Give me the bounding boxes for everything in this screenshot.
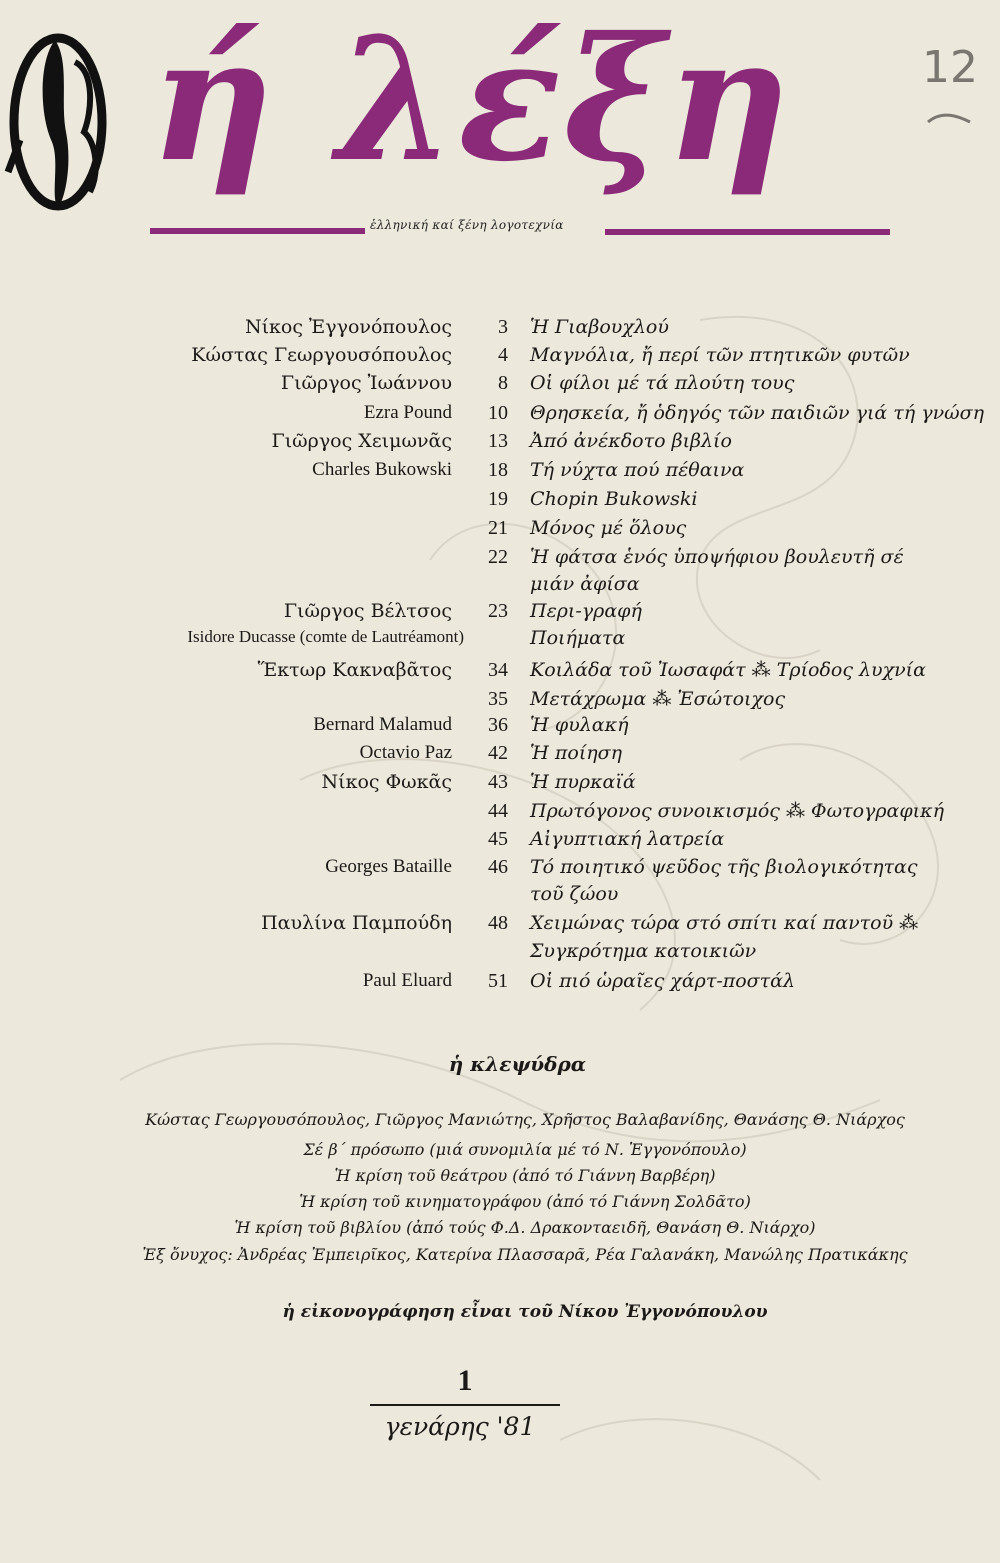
toc-work-title: Ἡ φάτσα ἑνός ὑποψήφιου βουλευτῆ σέ: [530, 546, 904, 568]
toc-page-number: 10: [488, 402, 508, 424]
toc-page-number: 13: [488, 430, 508, 452]
toc-work-title: Ἡ ποίηση: [530, 742, 623, 764]
toc-author: Isidore Ducasse (comte de Lautréamont): [187, 627, 464, 646]
toc-page-number: 43: [488, 771, 508, 793]
toc-page-number: 18: [488, 459, 508, 481]
toc-page-number: 22: [488, 546, 508, 568]
toc-row: [0, 828, 1000, 858]
toc-work-title: Αἰγυπτιακή λατρεία: [530, 828, 725, 850]
toc-row: [0, 883, 1000, 913]
magazine-tagline: ἑλληνική καί ξένη λογοτεχνία: [370, 218, 564, 232]
toc-work-title: Ποιήματα: [530, 627, 626, 649]
klepsydra-line: Ἡ κρίση τοῦ βιβλίου (ἀπό τούς Φ.Δ. Δρακονταειδῆ, Θανάση Θ. Νιάρχο): [234, 1218, 816, 1237]
toc-work-title: Ἡ φυλακή: [530, 714, 629, 736]
klepsydra-section-title: ἡ κλεψύδρα: [448, 1052, 587, 1076]
klepsydra-line: Ἐξ ὄνυχος: Ἀνδρέας Ἐμπειρῖκος, Κατερίνα Πλασσαρᾶ, Ρέα Γαλανάκη, Μανώλης Πρατικάκης: [142, 1245, 908, 1264]
toc-page-number: 35: [488, 688, 508, 710]
toc-page-number: 34: [488, 659, 508, 681]
toc-author: Νίκος Ἐγγονόπουλος: [244, 316, 452, 338]
toc-work-title: Κοιλάδα τοῦ Ἰωσαφάτ ⁂ Τρίοδος λυχνία: [530, 659, 926, 681]
toc-row: [0, 573, 1000, 603]
toc-work-title: Συγκρότημα κατοικιῶν: [530, 940, 757, 962]
toc-row: [0, 402, 1000, 432]
issue-divider: [370, 1404, 560, 1406]
toc-row: [0, 546, 1000, 576]
toc-author: Γιῶργος Ἰωάννου: [280, 372, 452, 394]
toc-author: Νίκος Φωκᾶς: [321, 771, 452, 793]
issue-date: γενάρης '81: [384, 1412, 536, 1441]
toc-work-title: Μόνος μέ ὅλους: [530, 517, 687, 539]
toc-work-title: Χειμώνας τώρα στό σπίτι καί παντοῦ ⁂: [530, 912, 919, 934]
toc-row: [0, 970, 1000, 1000]
handwritten-pencil-note: [920, 30, 1000, 140]
illustration-credit: ἡ εἰκονογράφηση εἶναι τοῦ Νίκου Ἐγγονόπουλου: [282, 1302, 768, 1322]
toc-page-number: 45: [488, 828, 508, 850]
toc-work-title: Ἡ Γιαβουχλού: [530, 316, 669, 338]
toc-row: [0, 912, 1000, 942]
issue-number: 1: [457, 1364, 473, 1397]
toc-work-title: Μετάχρωμα ⁂ Ἐσώτοιχος: [530, 688, 786, 710]
toc-work-title: τοῦ ζώου: [530, 883, 619, 905]
toc-page-number: 4: [498, 344, 508, 366]
toc-row: [0, 742, 1000, 772]
klepsydra-line: Ἡ κρίση τοῦ θεάτρου (ἀπό τό Γιάννη Βαρβέρη): [334, 1166, 716, 1185]
toc-row: [0, 372, 1000, 402]
klepsydra-line: Ἡ κρίση τοῦ κινηματογράφου (ἀπό τό Γιάννη Σολδᾶτο): [299, 1192, 751, 1211]
toc-row: [0, 771, 1000, 801]
toc-page-number: 21: [488, 517, 508, 539]
magazine-title: ή λέξη: [150, 0, 792, 200]
toc-author: Γιῶργος Χειμωνᾶς: [271, 430, 452, 452]
toc-work-title: Θρησκεία, ἤ ὁδηγός τῶν παιδιῶν γιά τή γνώση: [530, 402, 984, 424]
toc-work-title: Ἀπό ἀνέκδοτο βιβλίο: [530, 430, 732, 452]
toc-work-title: Τό ποιητικό ψεῦδος τῆς βιολογικότητας: [530, 856, 918, 878]
toc-work-title: Οἱ πιό ὡραῖες χάρτ-ποστάλ: [530, 970, 796, 992]
toc-page-number: 3: [498, 316, 508, 338]
toc-work-title: Chopin Bukowski: [530, 488, 698, 510]
toc-page-number: 23: [488, 600, 508, 622]
toc-row: [0, 344, 1000, 374]
toc-row: [0, 659, 1000, 689]
toc-author: Charles Bukowski: [312, 459, 452, 480]
toc-row: [0, 459, 1000, 489]
toc-work-title: Ἡ πυρκαϊά: [530, 771, 636, 793]
klepsydra-line: Σέ β΄ πρόσωπο (μιά συνομιλία μέ τό Ν. Ἐγγονόπουλο): [303, 1140, 747, 1159]
toc-author: Ἕκτωρ Κακναβᾶτος: [257, 659, 452, 681]
toc-work-title: Περι-γραφή: [530, 600, 642, 622]
toc-row: [0, 627, 1000, 657]
toc-author: Octavio Paz: [359, 742, 452, 763]
toc-row: [0, 488, 1000, 518]
toc-author: Paul Eluard: [362, 970, 452, 991]
tagline-rule-right: [605, 229, 890, 235]
toc-page-number: 48: [488, 912, 508, 934]
tagline-bar: [150, 218, 890, 234]
toc-author: Ezra Pound: [363, 402, 452, 423]
toc-page-number: 46: [488, 856, 508, 878]
toc-row: [0, 517, 1000, 547]
toc-row: [0, 940, 1000, 970]
toc-page-number: 42: [488, 742, 508, 764]
magazine-logo-mark: [0, 22, 130, 222]
toc-page-number: 36: [488, 714, 508, 736]
toc-page-number: 8: [498, 372, 508, 394]
toc-page-number: 44: [488, 800, 508, 822]
toc-row: [0, 714, 1000, 744]
toc-work-title: Πρωτόγονος συνοικισμός ⁂ Φωτογραφική: [530, 800, 944, 822]
toc-page-number: 19: [488, 488, 508, 510]
toc-work-title: Τή νύχτα πού πέθαινα: [530, 459, 745, 481]
toc-author: Γιῶργος Βέλτσος: [283, 600, 452, 622]
toc-page-number: 51: [488, 970, 508, 992]
toc-row: [0, 856, 1000, 886]
toc-work-title: Οἱ φίλοι μέ τά πλούτη τους: [530, 372, 795, 394]
toc-row: [0, 430, 1000, 460]
toc-author: Παυλίνα Παμπούδη: [261, 912, 452, 934]
toc-author: Κώστας Γεωργουσόπουλος: [191, 344, 452, 366]
toc-row: [0, 800, 1000, 830]
toc-work-title: Μαγνόλια, ἤ περί τῶν πτητικῶν φυτῶν: [530, 344, 910, 366]
toc-author: Georges Bataille: [325, 856, 452, 877]
klepsydra-line: Κώστας Γεωργουσόπουλος, Γιῶργος Μανιώτης, Χρῆστος Βαλαβανίδης, Θανάσης Θ. Νιάρχος: [145, 1110, 905, 1129]
handwritten-note-text: 12: [922, 42, 978, 93]
toc-row: [0, 316, 1000, 346]
tagline-rule-left: [150, 228, 365, 234]
toc-work-title: μιάν ἀφίσα: [530, 573, 640, 595]
toc-author: Bernard Malamud: [313, 714, 452, 735]
toc-row: [0, 600, 1000, 630]
